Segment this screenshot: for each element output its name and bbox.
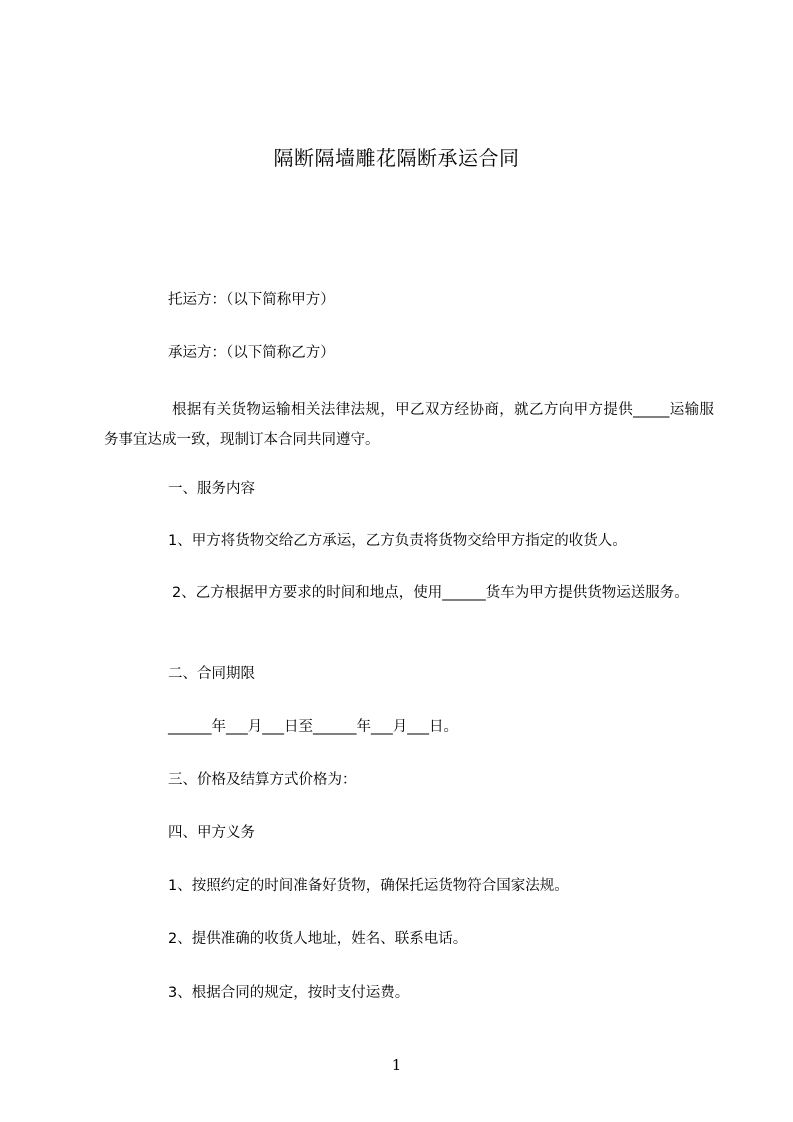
- section4-item2: 2、提供准确的收货人地址，姓名、联系电话。: [168, 931, 468, 947]
- carrier-line: 承运方：（以下简称乙方）: [168, 345, 335, 361]
- section1-heading: 一、服务内容: [168, 481, 255, 497]
- section4-item1: 1、按照约定的时间准备好货物，确保托运货物符合国家法规。: [168, 878, 569, 894]
- section4-item3: 3、根据合同的规定，按时支付运费。: [168, 985, 410, 1001]
- section2-heading: 二、合同期限: [168, 666, 255, 682]
- shipper-line: 托运方：（以下简称甲方）: [168, 292, 335, 308]
- section2-period: ______年___月___日至______年___月___日。: [168, 719, 458, 735]
- preamble-paragraph: 根据有关货物运输相关法律法规，甲乙双方经协商，就乙方向甲方提供_____运输服务事宜达成一致，现制订本合同共同遵守。: [104, 402, 714, 448]
- document-title: 隔断隔墙雕花隔断承运合同: [273, 146, 520, 170]
- section4-heading: 四、甲方义务: [168, 825, 255, 841]
- page-number: 1: [391, 1056, 402, 1074]
- section1-item1: 1、甲方将货物交给乙方承运，乙方负责将货物交给甲方指定的收货人。: [168, 533, 627, 549]
- section3-heading: 三、价格及结算方式价格为：: [168, 772, 357, 788]
- section1-item2: 2、乙方根据甲方要求的时间和地点，使用______货车为甲方提供货物运送服务。: [172, 585, 689, 601]
